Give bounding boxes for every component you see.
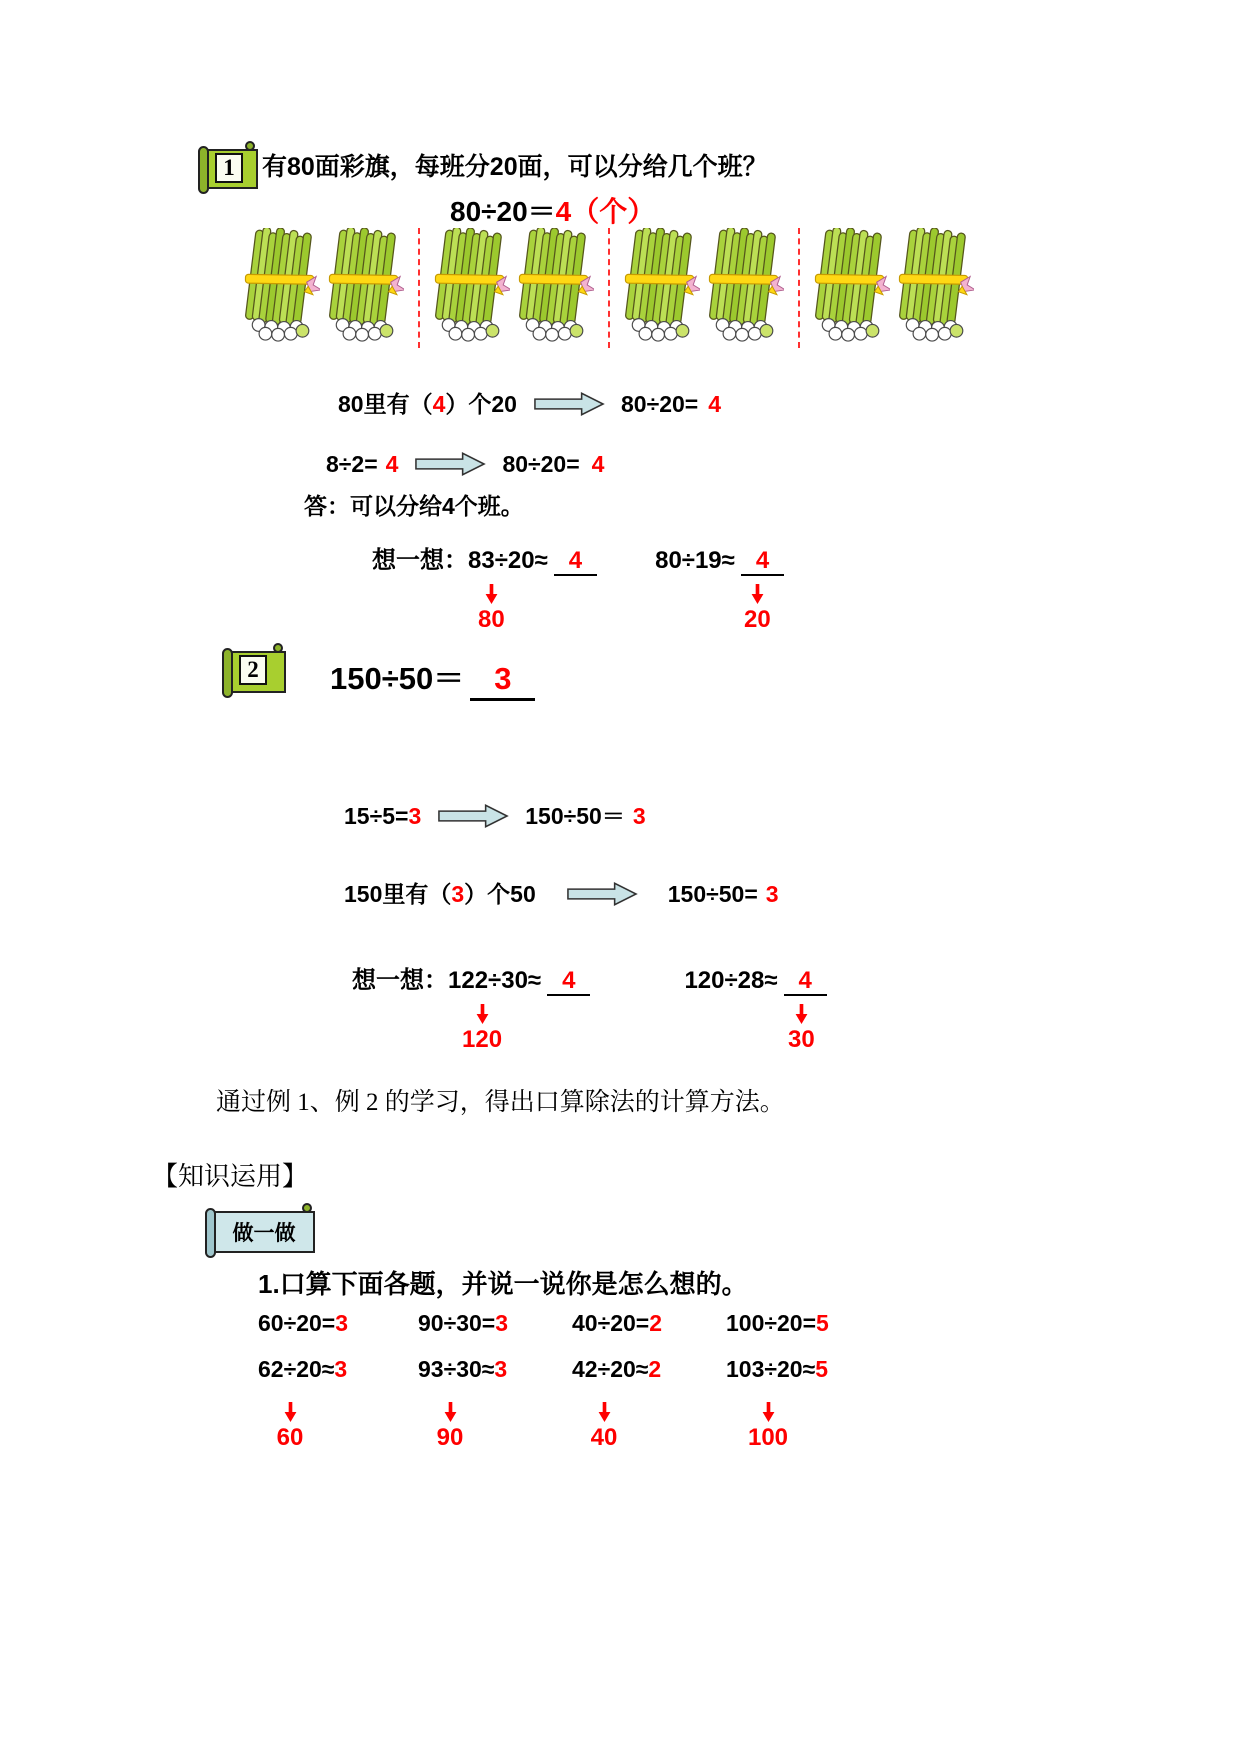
stick-bundle-icon <box>814 228 890 342</box>
example-2-badge <box>222 646 286 698</box>
analogy-lhs-answer: 3 <box>408 803 422 829</box>
analogy-lhs: 8÷2= <box>326 451 378 477</box>
exact-equation <box>418 1310 508 1337</box>
example-1-round-hint-divisor <box>744 584 771 634</box>
down-arrow-icon <box>762 1402 775 1422</box>
approx-equation <box>258 1356 348 1383</box>
example-1-count-line <box>338 390 721 419</box>
approx-equation <box>726 1356 829 1383</box>
analogy-rhs: 150÷50＝ <box>525 803 625 829</box>
scroll-knob <box>273 643 283 653</box>
approx-equation <box>418 1356 508 1383</box>
example-1-analogy-line <box>326 450 604 479</box>
count-result-answer: 4 <box>708 391 722 417</box>
analogy-lhs-answer: 4 <box>385 451 399 477</box>
hint-number: 100 <box>747 1424 789 1451</box>
round-hint <box>576 1402 632 1452</box>
analogy-rhs-answer: 4 <box>591 451 605 477</box>
group-divider-dashed <box>418 228 420 348</box>
think-answer-blank-1: 4 <box>554 548 597 576</box>
practice-banner <box>205 1206 315 1258</box>
example-1-round-hint-dividend <box>478 584 505 634</box>
answer-text: 答：可以分给4个班。 <box>304 493 524 519</box>
think-expr-2: 120÷28≈ <box>684 967 778 994</box>
count-post: ）个20 <box>445 391 517 417</box>
right-arrow-icon <box>414 451 486 477</box>
right-arrow-icon <box>566 881 638 907</box>
equation-answer-blank: 3 <box>470 663 535 701</box>
group-divider-dashed <box>798 228 800 348</box>
right-arrow-icon <box>533 391 605 417</box>
count-value: 4 <box>432 391 446 417</box>
count-result-answer: 3 <box>765 881 779 907</box>
question-text: 有80面彩旗，每班分20面，可以分给几个班？ <box>262 153 768 181</box>
equation-lhs: 62÷20≈ <box>258 1356 335 1382</box>
equation-lhs: 93÷30≈ <box>418 1356 495 1382</box>
summary-paragraph <box>216 1082 785 1118</box>
round-hint <box>262 1402 318 1452</box>
stick-bundle-icon <box>518 228 594 342</box>
down-arrow-icon <box>444 1402 457 1422</box>
equation-lhs: 42÷20≈ <box>572 1356 649 1382</box>
stick-bundle-icon <box>708 228 784 342</box>
down-arrow-icon <box>795 1004 808 1024</box>
think-label: 想一想： <box>352 967 448 994</box>
equation-answer: 4（个） <box>555 196 656 227</box>
example-1-badge <box>198 144 258 194</box>
example-2-count-line <box>344 880 779 909</box>
count-post: ）个50 <box>464 881 536 907</box>
example-1-answer-sentence <box>304 492 524 521</box>
count-value: 3 <box>451 881 465 907</box>
think-expr-2: 80÷19≈ <box>655 547 735 574</box>
right-arrow-icon <box>437 803 509 829</box>
equation-answer: 3 <box>335 1310 349 1336</box>
hint-number: 20 <box>744 606 771 633</box>
round-hint <box>422 1402 478 1452</box>
think-answer-blank-2: 4 <box>784 968 827 996</box>
example-2-analogy-line <box>344 802 646 831</box>
think-answer-blank-2: 4 <box>741 548 784 576</box>
stick-bundle-icon <box>328 228 404 342</box>
equation-answer: 3 <box>334 1356 348 1382</box>
count-result-lhs: 150÷50= <box>667 881 758 907</box>
equation-lhs: 90÷30= <box>418 1310 496 1336</box>
count-result-lhs: 80÷20= <box>620 391 699 417</box>
hint-number: 60 <box>276 1424 304 1451</box>
exact-equation <box>726 1310 829 1337</box>
equation-lhs: 40÷20= <box>572 1310 650 1336</box>
down-arrow-icon <box>476 1004 489 1024</box>
scroll-curl <box>198 146 209 194</box>
think-label: 想一想： <box>372 547 468 574</box>
section-heading <box>152 1156 308 1193</box>
banner-label: 做一做 <box>213 1211 315 1253</box>
section-heading-text: 【知识运用】 <box>152 1162 309 1191</box>
practice-instruction <box>258 1268 748 1301</box>
exact-equation <box>258 1310 348 1337</box>
equation-lhs: 150÷50＝ <box>330 661 465 696</box>
equation-answer: 3 <box>495 1310 509 1336</box>
equation-answer: 2 <box>648 1356 662 1382</box>
down-arrow-icon <box>751 584 764 604</box>
hint-number: 40 <box>590 1424 618 1451</box>
example-2-round-hint-dividend <box>462 1004 502 1054</box>
think-expr-1: 83÷20≈ <box>468 547 548 574</box>
practice-column-2 <box>418 1310 508 1452</box>
instruction-text: 1.口算下面各题，并说一说你是怎么想的。 <box>258 1269 748 1299</box>
equation-lhs: 100÷20= <box>726 1310 817 1336</box>
think-expr-1: 122÷30≈ <box>448 967 542 994</box>
equation-answer: 5 <box>815 1356 829 1382</box>
equation-answer: 3 <box>494 1356 508 1382</box>
example-1-main-equation <box>450 194 655 229</box>
practice-column-1 <box>258 1310 348 1452</box>
practice-grid <box>0 1310 1241 1460</box>
approx-equation <box>572 1356 662 1383</box>
example-2-round-hint-divisor <box>788 1004 815 1054</box>
stick-bundle-icon <box>898 228 974 342</box>
bundle-group-4 <box>804 228 984 342</box>
example-2-think-row <box>352 966 833 996</box>
hint-number: 80 <box>478 606 505 633</box>
hint-number: 30 <box>788 1026 815 1053</box>
down-arrow-icon <box>598 1402 611 1422</box>
hint-number: 120 <box>462 1026 503 1053</box>
example-2-number: 2 <box>239 655 267 685</box>
equation-answer: 5 <box>816 1310 829 1336</box>
scroll-curl <box>205 1208 216 1258</box>
example-1-question <box>262 152 768 183</box>
stick-bundle-icon <box>624 228 700 342</box>
bundle-group-1 <box>234 228 414 342</box>
group-divider-dashed <box>608 228 610 348</box>
summary-text: 通过例 1、例 2 的学习，得出口算除法的计算方法。 <box>216 1089 785 1116</box>
analogy-rhs: 80÷20= <box>502 451 580 477</box>
round-hint <box>740 1402 796 1452</box>
bundle-group-3 <box>614 228 794 342</box>
analogy-lhs: 15÷5= <box>344 803 409 829</box>
down-arrow-icon <box>485 584 498 604</box>
example-2-main-equation <box>330 660 541 701</box>
scroll-knob <box>245 141 255 151</box>
bundle-group-2 <box>424 228 604 342</box>
count-pre: 80里有（ <box>338 391 433 417</box>
stick-bundle-icon <box>434 228 510 342</box>
practice-column-4 <box>726 1310 829 1452</box>
exact-equation <box>572 1310 662 1337</box>
flag-bundles-illustration <box>234 228 984 348</box>
example-1-think-row <box>372 546 790 576</box>
practice-column-3 <box>572 1310 662 1452</box>
think-answer-blank-1: 4 <box>547 968 590 996</box>
count-pre: 150里有（ <box>344 881 452 907</box>
down-arrow-icon <box>284 1402 297 1422</box>
equation-lhs: 103÷20≈ <box>726 1356 816 1382</box>
hint-number: 90 <box>436 1424 464 1451</box>
stick-bundle-icon <box>244 228 320 342</box>
equation-lhs: 60÷20= <box>258 1310 336 1336</box>
example-1-number: 1 <box>215 153 243 183</box>
equation-lhs: 80÷20＝ <box>450 196 556 227</box>
scroll-knob <box>302 1203 312 1213</box>
equation-answer: 2 <box>649 1310 663 1336</box>
scroll-curl <box>222 648 233 698</box>
analogy-rhs-answer: 3 <box>632 803 646 829</box>
